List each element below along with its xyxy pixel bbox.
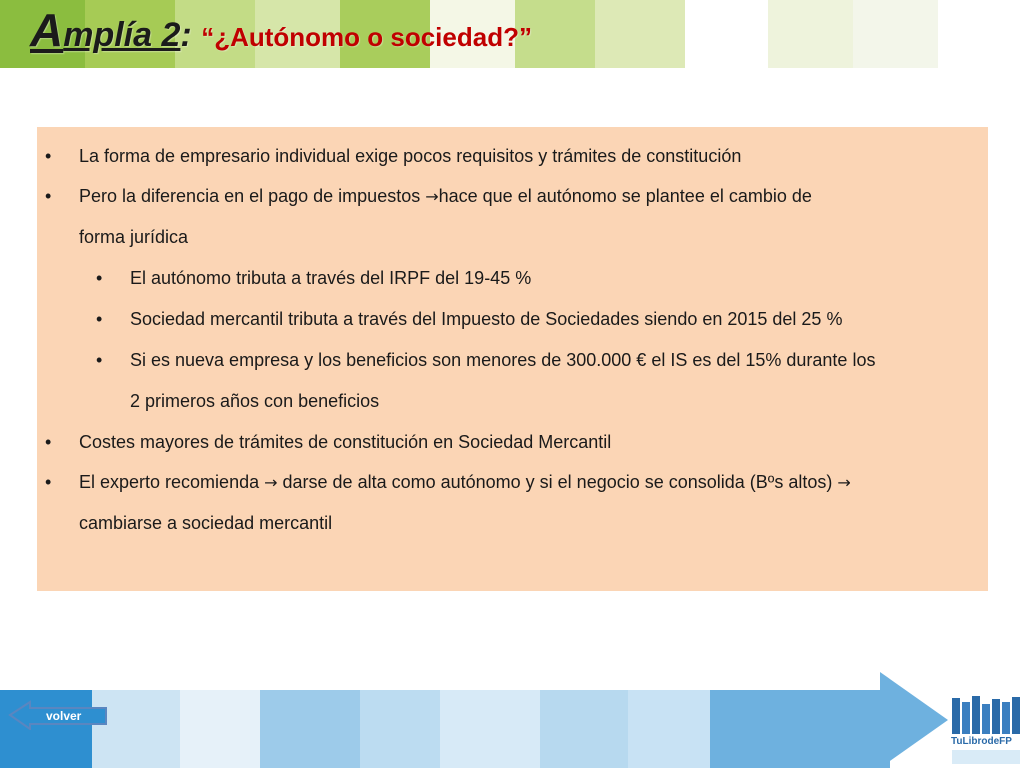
sub-bullet-item — [96, 350, 970, 432]
bullet-dot: • — [96, 309, 103, 329]
logo[interactable] — [950, 690, 1024, 768]
bullet-item — [45, 432, 959, 473]
content-box — [37, 127, 988, 591]
footer-block — [710, 690, 890, 768]
sub-bullet-item — [96, 309, 970, 350]
back-button[interactable] — [8, 700, 108, 730]
bullet-dot: • — [45, 472, 52, 492]
bullet-dot: • — [45, 186, 52, 206]
footer-block — [540, 690, 628, 768]
arrow-icon: → — [425, 187, 439, 206]
footer-block — [180, 690, 260, 768]
bullet-text: Si es nueva empresa y los beneficios son menores de 300.000 € el IS es del 15% durante los — [130, 350, 876, 370]
title-question: “¿Autónomo o sociedad?” — [201, 22, 532, 52]
bullet-item — [45, 472, 959, 554]
footer-block — [260, 690, 360, 768]
bullet-text-part: darse de alta como autónomo y si el negocio se consolida (Bºs altos) — [277, 472, 838, 492]
bullet-text-part: Pero la diferencia en el pago de impuestos — [79, 186, 426, 206]
bullet-text: Costes mayores de trámites de constitución en Sociedad Mercantil — [79, 432, 612, 452]
back-button-label: volver — [46, 709, 82, 723]
footer-block — [360, 690, 440, 768]
header-block — [768, 0, 853, 68]
bullet-text: El autónomo tributa a través del IRPF del 19-45 % — [130, 268, 532, 288]
arrow-icon: → — [837, 473, 851, 492]
title-first-letter: A — [30, 4, 64, 56]
bullet-text — [79, 472, 959, 513]
page-title — [30, 4, 532, 59]
footer-block — [628, 690, 710, 768]
header-block — [853, 0, 938, 68]
bullet-text: La forma de empresario individual exige pocos requisitos y trámites de constitución — [79, 146, 742, 166]
bullet-text-part: El experto recomienda — [79, 472, 265, 492]
footer-block — [440, 690, 540, 768]
bullet-dot: • — [96, 350, 103, 370]
bullet-item — [45, 186, 959, 268]
bullet-text: 2 primeros años con beneficios — [130, 391, 380, 411]
bullet-dot: • — [96, 268, 103, 288]
footer-band — [0, 690, 1024, 768]
bullet-text-part: hace que el autónomo se plantee el cambio de — [438, 186, 812, 206]
bullet-item — [45, 146, 959, 187]
forward-arrow-icon — [880, 672, 950, 768]
arrow-icon: → — [264, 473, 278, 492]
title-colon: : — [180, 16, 202, 54]
title-rest: mplía 2 — [63, 16, 181, 54]
bullet-dot: • — [45, 146, 52, 166]
header-block — [595, 0, 685, 68]
logo-text: TuLibrodeFP — [951, 736, 1012, 747]
sub-bullet-item — [96, 268, 970, 309]
bullet-text: forma jurídica — [79, 227, 189, 247]
bullet-dot: • — [45, 432, 52, 452]
bullet-text: cambiarse a sociedad mercantil — [79, 513, 333, 533]
bullet-text: Sociedad mercantil tributa a través del Impuesto de Sociedades siendo en 2015 del 25 % — [130, 309, 843, 329]
bullet-text — [79, 186, 959, 227]
